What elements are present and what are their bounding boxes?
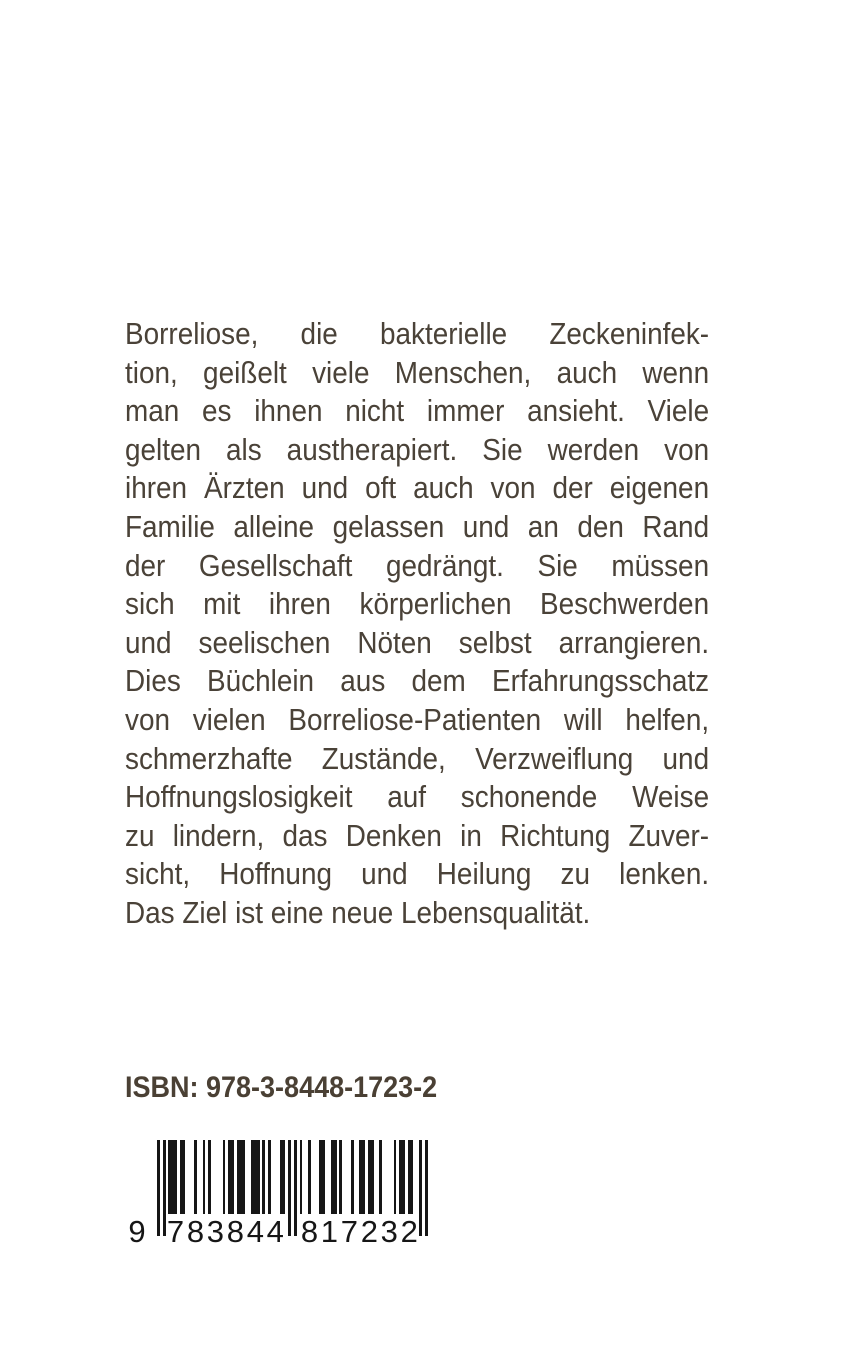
barcode-digit: 4: [246, 1214, 264, 1249]
blurb-line: Dies Büchlein aus dem Erfahrungsschatz: [125, 663, 710, 699]
blurb-line: Borreliose, die bakterielle Zeckeninfek-: [125, 316, 710, 351]
barcode-bar: [399, 1140, 405, 1214]
barcode-bar: [379, 1140, 382, 1214]
barcode-bar: [157, 1140, 160, 1236]
blurb-line: Das Ziel ist eine neue Lebensqualität.: [125, 894, 591, 930]
barcode-bar: [194, 1140, 197, 1214]
barcode-digit: 8: [226, 1214, 244, 1249]
blurb-line: Hoffnungslosigkeit auf schonende Weise: [125, 779, 710, 815]
barcode-bar: [262, 1140, 265, 1214]
barcode-bar: [180, 1140, 186, 1214]
barcode-bar: [223, 1140, 226, 1214]
barcode-digit: 2: [360, 1214, 378, 1249]
ean13-barcode: [128, 1140, 428, 1252]
barcode-bar: [419, 1140, 422, 1236]
barcode-bar: [319, 1140, 325, 1214]
blurb-line: der Gesellschaft gedrängt. Sie müssen: [125, 547, 710, 583]
barcode-lead-digit: 9: [128, 1214, 146, 1249]
blurb-line: man es ihnen nicht immer ansieht. Viele: [125, 393, 710, 429]
barcode-bar: [288, 1140, 291, 1236]
barcode-bar: [425, 1140, 428, 1236]
barcode-bar: [351, 1140, 354, 1214]
barcode-bar: [359, 1140, 365, 1214]
barcode-bar: [208, 1140, 211, 1214]
barcode-digit: 8: [300, 1214, 319, 1249]
blurb-line: sich mit ihren körperlichen Beschwerden: [125, 586, 710, 622]
barcode-bar: [300, 1140, 303, 1214]
barcode-digit: 2: [400, 1214, 418, 1249]
barcode-digit: 7: [340, 1214, 358, 1249]
isbn-text: ISBN: 978-3-8448-1723-2: [125, 1071, 438, 1104]
barcode-digit: 8: [186, 1214, 205, 1249]
barcode-bar: [331, 1140, 337, 1214]
barcode-bar: [237, 1140, 246, 1214]
barcode-bar: [203, 1140, 206, 1214]
barcode-bar: [280, 1140, 286, 1214]
barcode-bar: [294, 1140, 297, 1236]
barcode-digit: 3: [380, 1214, 398, 1249]
blurb-line: und seelischen Nöten selbst arrangieren.: [125, 624, 710, 660]
blurb-line: von vielen Borreliose-Patienten will helfen,: [125, 701, 710, 737]
blurb-line: tion, geißelt viele Menschen, auch wenn: [125, 354, 710, 390]
barcode-digit: 3: [206, 1214, 225, 1249]
barcode-bar: [339, 1140, 342, 1214]
barcode-bar: [268, 1140, 271, 1214]
blurb-line: schmerzhafte Zustände, Verzweiflung und: [125, 740, 710, 776]
barcode-bar: [308, 1140, 311, 1214]
barcode-digit: 4: [266, 1214, 284, 1249]
blurb-line: gelten als austherapiert. Sie werden von: [125, 431, 710, 467]
barcode-bar: [168, 1140, 177, 1214]
barcode-bar: [251, 1140, 260, 1214]
blurb-line: ihren Ärzten und oft auch von der eigenen: [125, 470, 710, 506]
blurb-text: [125, 315, 709, 933]
barcode-bar: [228, 1140, 234, 1214]
blurb-line: Familie alleine gelassen und an den Rand: [125, 508, 710, 544]
blurb-line: zu lindern, das Denken in Richtung Zuver-: [125, 817, 710, 853]
barcode-digit: 1: [320, 1214, 339, 1249]
blurb-line: sicht, Hoffnung und Heilung zu lenken.: [125, 856, 710, 892]
barcode-digit: 7: [166, 1214, 185, 1249]
barcode-bar: [408, 1140, 414, 1214]
barcode-bar: [368, 1140, 374, 1214]
barcode-bar: [394, 1140, 397, 1214]
